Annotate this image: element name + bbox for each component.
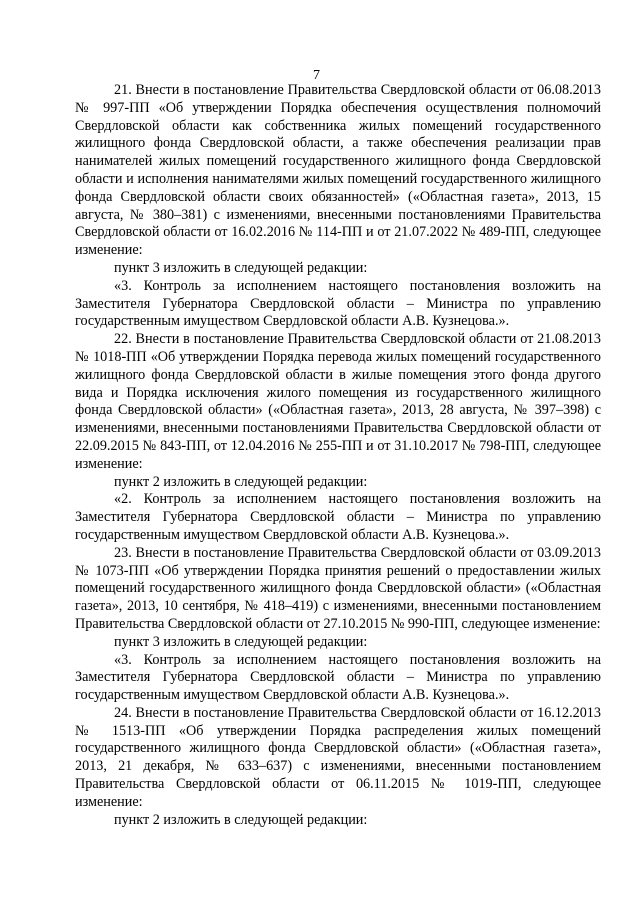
paragraph-new-wording: «3. Контроль за исполнением настоящего постановления возложить на Заместителя Губернатора Свердловской области – Министра по управлению государственным имуществом Свердловской области А.В. Кузнецова.». xyxy=(75,651,601,704)
paragraph-instruction: пункт 2 изложить в следующей редакции: xyxy=(114,811,368,828)
document-body xyxy=(75,82,601,829)
paragraph-new-wording: «3. Контроль за исполнением настоящего постановления возложить на Заместителя Губернатора Свердловской области – Министра по управлению государственным имуществом Свердловской области А.В. Кузнецова.». xyxy=(75,277,601,330)
paragraph-new-wording: «2. Контроль за исполнением настоящего постановления возложить на Заместителя Губернатора Свердловской области – Министра по управлению государственным имуществом Свердловской области А.В. Кузнецова.». xyxy=(75,491,601,543)
paragraph-item-23: 23. Внести в постановление Правительства Свердловской области от 03.09.2013 № 1073-ПП «Об утверждении Порядка принятия решений о предоставлении жилых помещений государственного жилищного фонда Свердловской области» («Областная газета», 2013, 10 сентября, № 418–419) с изменениями, внесенными постановлением Правительства Свердловской области от 27.10.2015 № 990-ПП, следующее изменение: xyxy=(75,544,601,632)
page-number: 7 xyxy=(313,68,320,83)
paragraph-item-21: 21. Внести в постановление Правительства Свердловской области от 06.08.2013 № 997-ПП «Об утверждении Порядка обеспечения осуществления полномочий Свердловской области как собственника жилых помещений государственного жилищного фонда Свердловской области, а также обеспечения реализации прав нанимателей жилых помещений государственного жилищного фонда Свердловской области и исполнения нанимателями жилых помещений государственного жилищного фонда Свердловской области своих обязанностей» («Областная газета», 2013, 15 августа, № 380–381) с изменениями, внесенными постановлениями Правительства Свердловской области от 16.02.2016 № 114-ПП и от 21.07.2022 № 489-ПП, следующее изменение: xyxy=(75,82,601,259)
paragraph-instruction: пункт 2 изложить в следующей редакции: xyxy=(114,473,368,490)
paragraph-item-24: 24. Внести в постановление Правительства Свердловской области от 16.12.2013 № 1513-ПП «Об утверждении Порядка распределения жилых помещений государственного жилищного фонда Свердловской области» («Областная газета», 2013, 21 декабря, № 633–637) с изменениями, внесенными постановлением Правительства Свердловской области от 06.11.2015 № 1019-ПП, следующее изменение: xyxy=(75,704,601,810)
paragraph-instruction: пункт 3 изложить в следующей редакции: xyxy=(114,259,368,276)
paragraph-instruction: пункт 3 изложить в следующей редакции: xyxy=(114,633,368,650)
paragraph-item-22: 22. Внести в постановление Правительства Свердловской области от 21.08.2013 № 1018-ПП «Об утверждении Порядка перевода жилых помещений государственного жилищного фонда Свердловской области в жилые помещения этого фонда другого вида и Порядка исключения жилого помещения из государственного жилищного фонда Свердловской области» («Областная газета», 2013, 28 августа, № 397–398) с изменениями, внесенными постановлениями Правительства Свердловской области от 22.09.2015 № 843-ПП, от 12.04.2016 № 255-ПП и от 31.10.2017 № 798-ПП, следующее изменение: xyxy=(75,331,601,472)
